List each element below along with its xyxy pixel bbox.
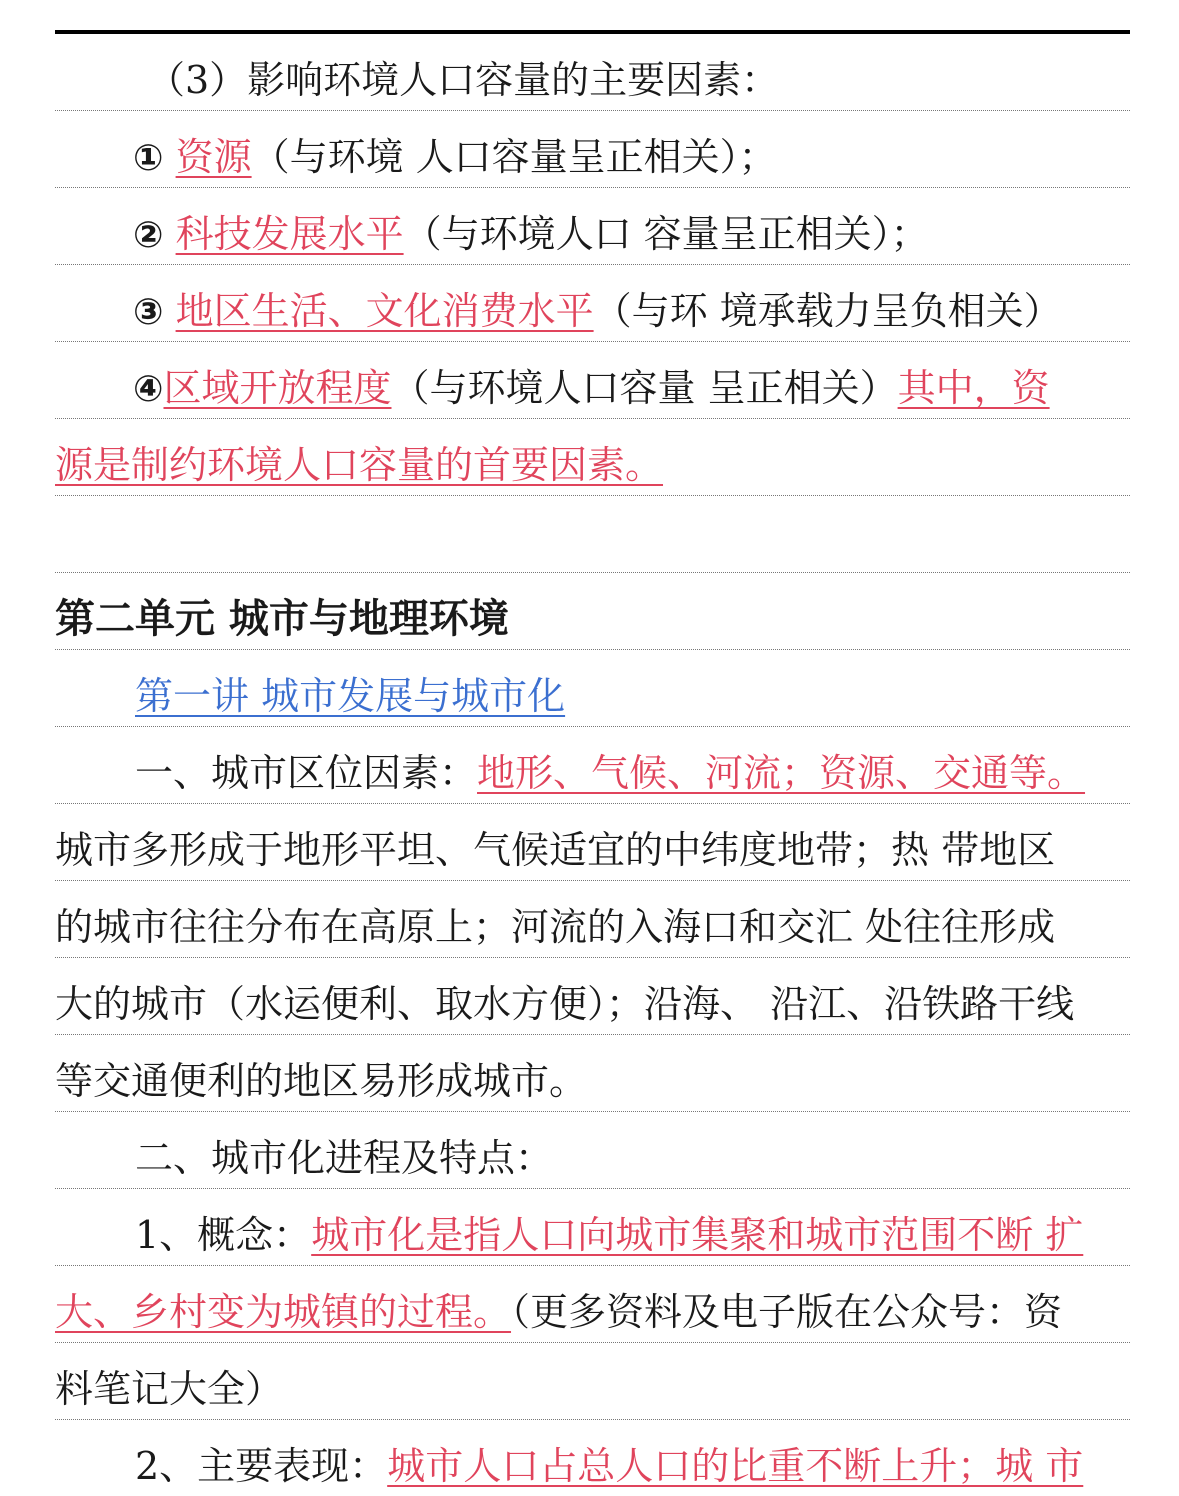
concept-note: （更多资料及电子版在公众号：资 [511,1290,1063,1334]
circled-number-2: ② [133,215,164,256]
unit-title: 第二单元 城市与地理环境 [55,596,509,642]
concept-line-3 [55,1359,1130,1420]
factor-item-4 [55,358,1130,419]
performance-label: 2、主要表现： [135,1444,388,1488]
circled-number-3: ③ [133,292,164,333]
part1-text-4: 等交通便利的地区易形成城市。 [55,1059,588,1103]
factor-key-1: 资源 [175,135,252,179]
factor-key-4: 区域开放程度 [163,366,392,410]
circled-number-4: ④ [133,369,164,410]
unit-title-line [55,589,1130,650]
performance-line [55,1436,1130,1496]
blank-line [55,512,1130,573]
factor-item-2 [55,204,1130,265]
concept-line-2 [55,1282,1130,1343]
factor-rest-3: （与环 境承载力呈负相关） [593,289,1062,333]
section3-heading-line [55,50,1130,111]
factor-rest-1: （与环境 人口容量呈正相关）； [251,135,777,179]
factor-key-3: 地区生活、文化消费水平 [175,289,594,333]
conclusion-line [55,435,1130,496]
part1-text-1: 城市多形成于地形平坦、气候适宜的中纬度地带；热 带地区 [55,828,1056,872]
lecture-title-line [55,666,1130,727]
factor-rest-2: （与环境人口 容量呈正相关）； [403,212,929,256]
factor-key-2: 科技发展水平 [175,212,404,256]
concept-line [55,1205,1130,1266]
part1-heading-line [55,743,1130,804]
part1-label: 一、城市区位因素： [135,751,478,795]
part2-heading-line [55,1128,1130,1189]
factor-rest-4: （与环境人口容量 呈正相关） [391,366,898,410]
part2-heading: 二、城市化进程及特点： [135,1136,554,1180]
lecture-title: 第一讲 城市发展与城市化 [135,674,566,718]
part1-text-3: 大的城市（水运便利、取水方便）；沿海、 沿江、沿铁路干线 [55,982,1075,1026]
paragraph-line [55,897,1130,958]
top-rule [55,30,1130,34]
paragraph-line [55,820,1130,881]
concept-note-continued: 料笔记大全） [55,1367,284,1411]
concept-definition-1: 城市化是指人口向城市集聚和城市范围不断 扩 [311,1213,1084,1257]
factor-item-3 [55,281,1130,342]
paragraph-line [55,974,1130,1035]
concept-definition-2: 大、乡村变为城镇的过程。 [55,1290,512,1334]
performance-text: 城市人口占总人口的比重不断上升；城 市 [387,1444,1084,1488]
concept-label: 1、概念： [135,1213,312,1257]
factor-item-1 [55,127,1130,188]
section3-heading: （3）影响环境人口容量的主要因素： [147,58,780,102]
circled-number-1: ① [133,138,164,179]
part1-text-2: 的城市往往分布在高原上；河流的入海口和交汇 处往往形成 [55,905,1056,949]
conclusion-continued: 源是制约环境人口容量的首要因素。 [55,443,664,487]
paragraph-line [55,1051,1130,1112]
conclusion-start: 其中，资 [897,366,1050,410]
part1-factors: 地形、气候、河流；资源、交通等。 [477,751,1086,795]
